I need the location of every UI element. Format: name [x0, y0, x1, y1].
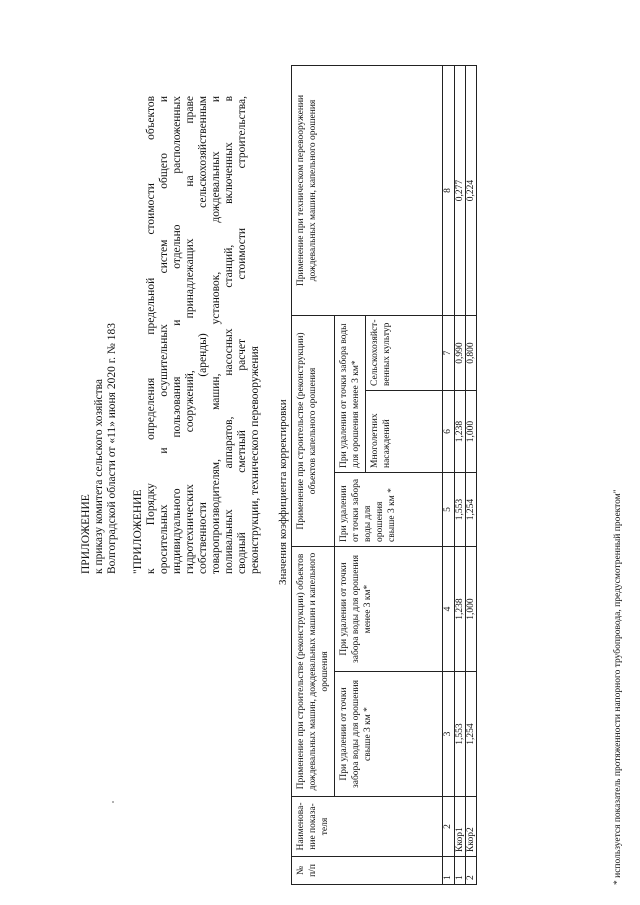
procedure-text-line: реконструкции, технического перевооружения — [249, 346, 261, 574]
procedure-text-line: индивидуального пользования и отдельно расположенных — [171, 96, 183, 574]
coefficient-table — [291, 65, 477, 885]
header-group-construction: Применение при строительстве (реконструкции) объектов дождевальных машин, дождевальных машин и капельного орошения — [292, 547, 335, 797]
procedure-text-line: поливальных аппаратов, насосных станций, включенных в — [223, 96, 235, 574]
row-number: 1 — [455, 857, 466, 885]
table-row — [466, 66, 477, 885]
appendix-title: ПРИЛОЖЕНИЕ — [80, 494, 92, 574]
table-row — [455, 66, 466, 885]
scan-speck — [112, 801, 114, 803]
column-number-row — [443, 66, 455, 885]
header-col5: При удалении от точки забора воды для орошения свыше 3 км * — [335, 473, 443, 547]
procedure-text-line: гидротехнических сооружений, принадлежащих на праве — [184, 96, 196, 574]
column-number: 2 — [443, 797, 455, 857]
cell-value: 0,800 — [466, 316, 477, 391]
footnote: * используется показатель протяженности напорного трубопровода, предусмотренный проектом" — [613, 489, 623, 885]
header-indicator-name: Наименова-ние показа-теля — [292, 797, 443, 857]
cell-value: 1,000 — [466, 391, 477, 473]
cell-value: 1,000 — [466, 547, 477, 672]
header-col6: Многолетних насаждений — [366, 391, 443, 473]
cell-value: 0,224 — [466, 66, 477, 316]
column-number: 7 — [443, 316, 455, 391]
column-number: 4 — [443, 547, 455, 672]
column-number: 1 — [443, 857, 455, 885]
order-date: Волгоградской области от «11» июня 2020 г. № 183 — [106, 323, 118, 574]
cell-value: 1,553 — [455, 672, 466, 797]
procedure-text-line: собственности (аренды) сельскохозяйственным — [197, 96, 209, 574]
row-number: 2 — [466, 857, 477, 885]
appendix-header — [0, 0, 261, 905]
row-indicator: Ккор2 — [466, 797, 477, 857]
cell-value: 1,254 — [466, 672, 477, 797]
cell-value: 1,553 — [455, 473, 466, 547]
cell-value: 1,238 — [455, 547, 466, 672]
procedure-text-line: к Порядку определения предельной стоимости объектов — [145, 96, 157, 574]
header-number: № п/п — [292, 857, 443, 885]
column-number: 6 — [443, 391, 455, 473]
cell-value: 1,238 — [455, 391, 466, 473]
column-number: 8 — [443, 66, 455, 316]
procedure-text-line: товаропроизводителям, машин, установок, дождевальных и — [210, 96, 222, 574]
header-group-reequipment: Применение при техническом перевооружении дождевальных машин, капельного орошения — [292, 66, 443, 316]
header-col3: При удалении от точки забора воды для орошения свыше 3 км * — [335, 672, 443, 797]
table-title: Значения коэффициента корректировки — [277, 399, 289, 585]
cell-value: 0,990 — [455, 316, 466, 391]
appendix-title-2: "ПРИЛОЖЕНИЕ — [132, 489, 144, 574]
procedure-text-line: оросительных и осушительных систем общего и — [158, 96, 170, 574]
header-col7: Сельскохозяйст-венных культур — [366, 316, 443, 391]
cell-value: 1,254 — [466, 473, 477, 547]
procedure-text-line: сводный сметный расчет стоимости строительства, — [236, 96, 248, 574]
table-header-row — [292, 66, 335, 885]
column-number: 3 — [443, 672, 455, 797]
column-number: 5 — [443, 473, 455, 547]
header-col4: При удалении от точки забора воды для орошения менее 3 км* — [335, 547, 443, 672]
header-group-drip: Применение при строительстве (реконструкции) объектов капельного орошения — [292, 316, 335, 547]
row-indicator: Ккор1 — [455, 797, 466, 857]
header-col6-7: При удалении от точки забора воды для орошения менее 3 км* — [335, 316, 366, 473]
cell-value: 0,277 — [455, 66, 466, 316]
order-reference: к приказу комитета сельского хозяйства — [93, 378, 105, 574]
